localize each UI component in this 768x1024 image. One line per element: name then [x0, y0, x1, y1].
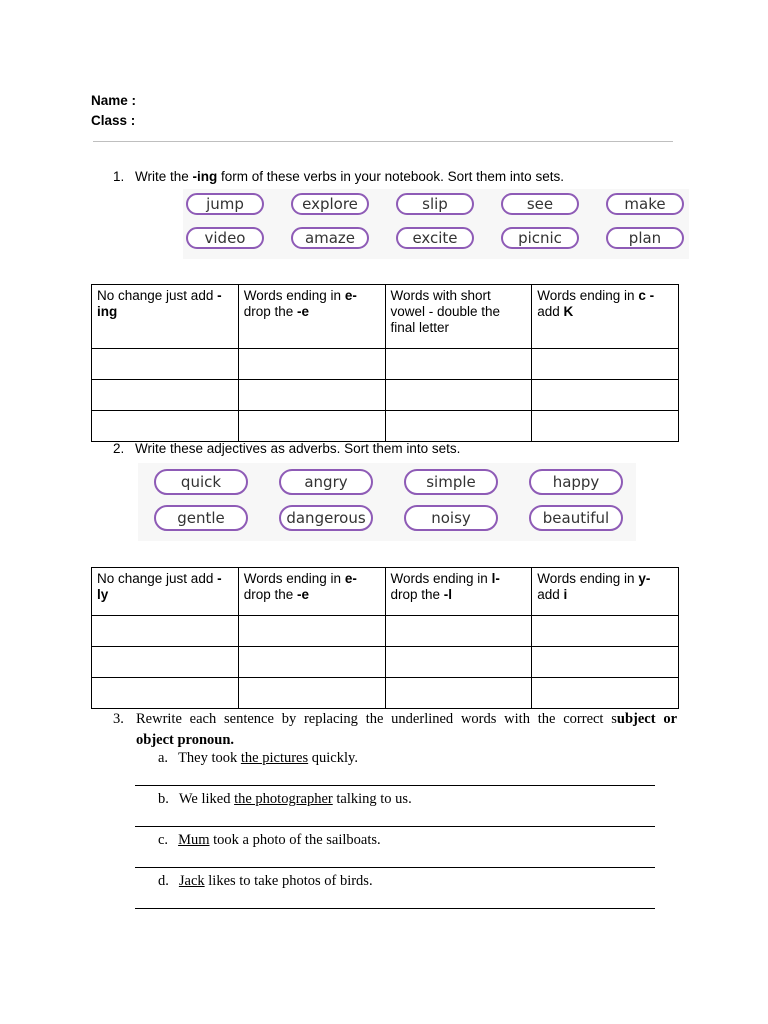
answer-cell[interactable]	[92, 647, 239, 678]
table-row	[92, 678, 679, 709]
word-chip: plan	[606, 227, 684, 249]
question-2-text: Write these adjectives as adverbs. Sort them into sets.	[135, 441, 461, 456]
word-chip: gentle	[154, 505, 248, 531]
answer-cell[interactable]	[238, 411, 385, 442]
name-label: Name :	[91, 93, 137, 108]
answer-cell[interactable]	[92, 678, 239, 709]
answer-cell[interactable]	[532, 349, 679, 380]
word-chip: beautiful	[529, 505, 623, 531]
answer-cell[interactable]	[385, 349, 532, 380]
sentence-b: b. We liked the photographer talking to us.	[158, 791, 412, 807]
sentence-d: d. Jack likes to take photos of birds.	[158, 873, 373, 889]
table-row	[92, 349, 679, 380]
table-header-cell: Words ending in y- add i	[532, 568, 679, 616]
answer-cell[interactable]	[385, 380, 532, 411]
question-1-text-pre: Write the	[135, 169, 193, 184]
answer-cell[interactable]	[532, 616, 679, 647]
adverb-sort-table	[91, 567, 679, 709]
answer-cell[interactable]	[385, 678, 532, 709]
table-row	[92, 411, 679, 442]
table-header-cell: No change just add -ing	[92, 285, 239, 349]
answer-cell[interactable]	[92, 616, 239, 647]
question-3-line-2: object pronoun.	[136, 732, 235, 748]
answer-cell[interactable]	[238, 616, 385, 647]
table-row	[92, 616, 679, 647]
table-row	[92, 380, 679, 411]
answer-line-d[interactable]	[135, 908, 655, 909]
question-3-number: 3.	[113, 711, 124, 727]
verb-word-bank	[183, 189, 689, 259]
answer-cell[interactable]	[532, 647, 679, 678]
table-header-cell: No change just add -ly	[92, 568, 239, 616]
answer-cell[interactable]	[385, 411, 532, 442]
question-1-number: 1.	[113, 169, 125, 184]
question-2	[113, 441, 673, 456]
word-chip: picnic	[501, 227, 579, 249]
word-chip: quick	[154, 469, 248, 495]
word-chip: jump	[186, 193, 264, 215]
header-divider	[93, 141, 673, 142]
question-1-text-bold: -ing	[192, 169, 218, 184]
answer-line-a[interactable]	[135, 785, 655, 786]
table-header-cell: Words ending in e- drop the -e	[238, 285, 385, 349]
table-header-cell: Words ending in l- drop the -l	[385, 568, 532, 616]
question-3	[113, 709, 677, 751]
word-chip: explore	[291, 193, 369, 215]
word-chip: amaze	[291, 227, 369, 249]
answer-cell[interactable]	[532, 678, 679, 709]
sentence-a: a. They took the pictures quickly.	[158, 750, 358, 766]
answer-line-c[interactable]	[135, 867, 655, 868]
answer-cell[interactable]	[238, 678, 385, 709]
table-header-row	[92, 285, 679, 349]
answer-cell[interactable]	[92, 349, 239, 380]
table-row	[92, 647, 679, 678]
table-header-cell: Words ending in c - add K	[532, 285, 679, 349]
word-chip: see	[501, 193, 579, 215]
class-label: Class :	[91, 113, 136, 128]
word-chip: make	[606, 193, 684, 215]
word-chip: simple	[404, 469, 498, 495]
answer-cell[interactable]	[238, 380, 385, 411]
answer-cell[interactable]	[92, 380, 239, 411]
answer-cell[interactable]	[238, 349, 385, 380]
answer-cell[interactable]	[385, 616, 532, 647]
adjective-word-bank	[138, 463, 636, 541]
question-1	[113, 169, 673, 184]
table-header-row	[92, 568, 679, 616]
answer-cell[interactable]	[385, 647, 532, 678]
word-chip: excite	[396, 227, 474, 249]
answer-cell[interactable]	[532, 411, 679, 442]
answer-cell[interactable]	[92, 411, 239, 442]
question-3-line-1: Rewrite each sentence by replacing the underlined words with the correct subject or	[136, 711, 678, 727]
word-chip: happy	[529, 469, 623, 495]
word-chip: video	[186, 227, 264, 249]
question-2-number: 2.	[113, 441, 125, 456]
answer-cell[interactable]	[238, 647, 385, 678]
word-chip: dangerous	[279, 505, 373, 531]
word-chip: noisy	[404, 505, 498, 531]
word-chip: slip	[396, 193, 474, 215]
question-1-text-post: form of these verbs in your notebook. Sort them into sets.	[217, 169, 564, 184]
sentence-c: c. Mum took a photo of the sailboats.	[158, 832, 381, 848]
table-header-cell: Words with short vowel - double the final letter	[385, 285, 532, 349]
table-header-cell: Words ending in e- drop the -e	[238, 568, 385, 616]
word-chip: angry	[279, 469, 373, 495]
verb-sort-table	[91, 284, 679, 442]
answer-line-b[interactable]	[135, 826, 655, 827]
answer-cell[interactable]	[532, 380, 679, 411]
